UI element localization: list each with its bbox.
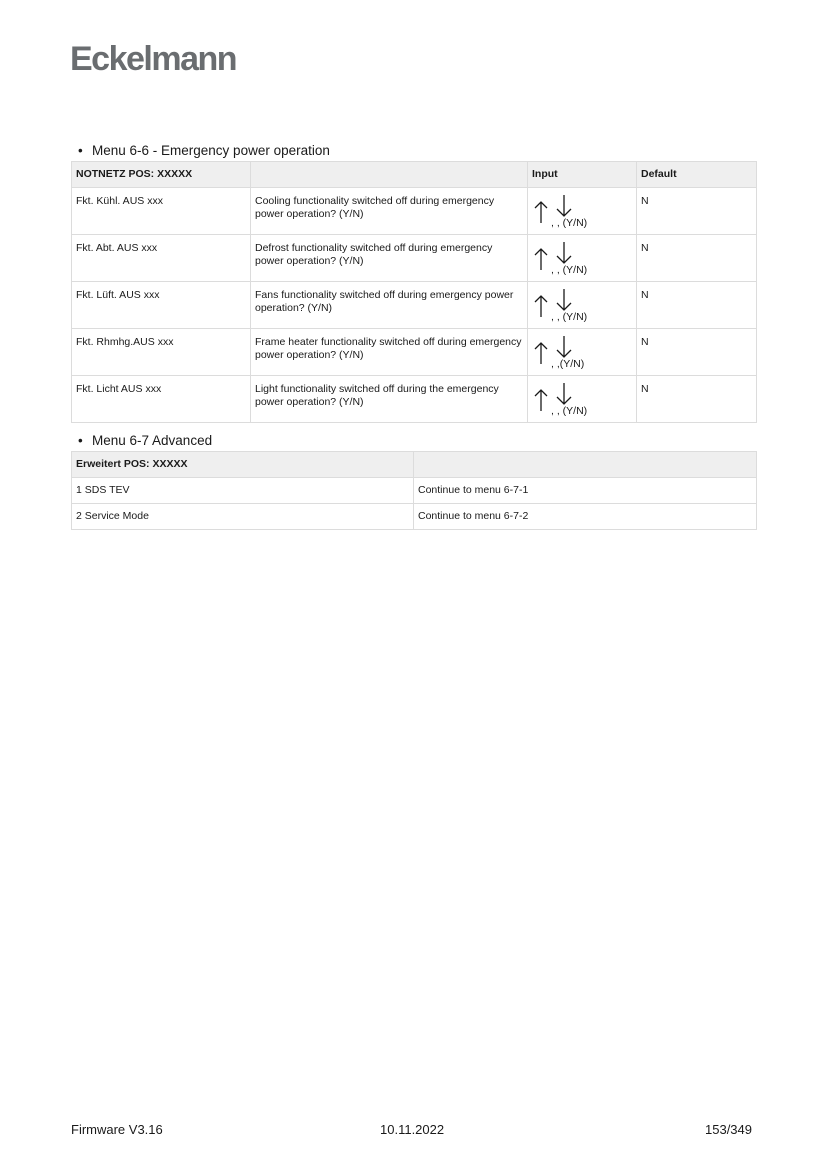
row-default: N	[637, 282, 757, 329]
input-text: , , (Y/N)	[551, 311, 588, 323]
footer-date: 10.11.2022	[380, 1122, 445, 1137]
row-name: Fkt. Kühl. AUS xxx	[72, 188, 251, 235]
row-input	[528, 188, 637, 235]
header-value	[414, 452, 757, 478]
down-arrow-icon	[556, 382, 572, 406]
row-default: N	[637, 329, 757, 376]
menu-6-7-table	[71, 451, 757, 530]
row-default: N	[637, 235, 757, 282]
row-desc: Cooling functionality switched off during emergency power operation? (Y/N)	[251, 188, 528, 235]
header-pos: Erweitert POS: XXXXX	[72, 452, 414, 478]
row-input	[528, 329, 637, 376]
input-text: , , (Y/N)	[551, 217, 588, 229]
footer-page-number: 153/349	[705, 1122, 752, 1137]
down-arrow-icon	[556, 241, 572, 265]
table-row	[72, 235, 757, 282]
footer-firmware: Firmware V3.16	[71, 1122, 163, 1137]
row-value: Continue to menu 6-7-2	[414, 504, 757, 530]
row-name: Fkt. Rhmhg.AUS xxx	[72, 329, 251, 376]
table-header-row	[72, 162, 757, 188]
table-row	[72, 188, 757, 235]
table-row	[72, 504, 757, 530]
up-arrow-icon	[534, 341, 548, 365]
row-desc: Frame heater functionality switched off during emergency power operation? (Y/N)	[251, 329, 528, 376]
table-row	[72, 329, 757, 376]
row-name: 1 SDS TEV	[72, 478, 414, 504]
row-desc: Light functionality switched off during the emergency power operation? (Y/N)	[251, 376, 528, 423]
section-title-text: Menu 6-6 - Emergency power operation	[92, 143, 330, 158]
bullet: •	[78, 433, 83, 448]
section-title-text: Menu 6-7 Advanced	[92, 433, 213, 448]
row-name: 2 Service Mode	[72, 504, 414, 530]
up-arrow-icon	[534, 200, 548, 224]
header-desc	[251, 162, 528, 188]
row-input	[528, 235, 637, 282]
row-input	[528, 376, 637, 423]
down-arrow-icon	[556, 335, 572, 359]
row-default: N	[637, 376, 757, 423]
bullet: •	[78, 143, 83, 158]
table-row	[72, 282, 757, 329]
row-input	[528, 282, 637, 329]
header-input: Input	[528, 162, 637, 188]
up-arrow-icon	[534, 294, 548, 318]
table-row	[72, 376, 757, 423]
table-header-row	[72, 452, 757, 478]
up-arrow-icon	[534, 247, 548, 271]
header-default: Default	[637, 162, 757, 188]
menu-6-6-table	[71, 161, 757, 423]
down-arrow-icon	[556, 194, 572, 218]
eckelmann-logo: Eckelmann	[70, 40, 237, 78]
down-arrow-icon	[556, 288, 572, 312]
row-name: Fkt. Abt. AUS xxx	[72, 235, 251, 282]
row-value: Continue to menu 6-7-1	[414, 478, 757, 504]
row-desc: Fans functionality switched off during emergency power operation? (Y/N)	[251, 282, 528, 329]
input-text: , , (Y/N)	[551, 405, 588, 417]
input-text: , , (Y/N)	[551, 264, 588, 276]
section-title-menu-6-7	[78, 433, 212, 448]
row-default: N	[637, 188, 757, 235]
row-name: Fkt. Licht AUS xxx	[72, 376, 251, 423]
header-pos: NOTNETZ POS: XXXXX	[72, 162, 251, 188]
section-title-menu-6-6	[78, 143, 330, 158]
table-row	[72, 478, 757, 504]
up-arrow-icon	[534, 388, 548, 412]
row-name: Fkt. Lüft. AUS xxx	[72, 282, 251, 329]
input-text: , ,(Y/N)	[551, 358, 585, 370]
row-desc: Defrost functionality switched off during emergency power operation? (Y/N)	[251, 235, 528, 282]
